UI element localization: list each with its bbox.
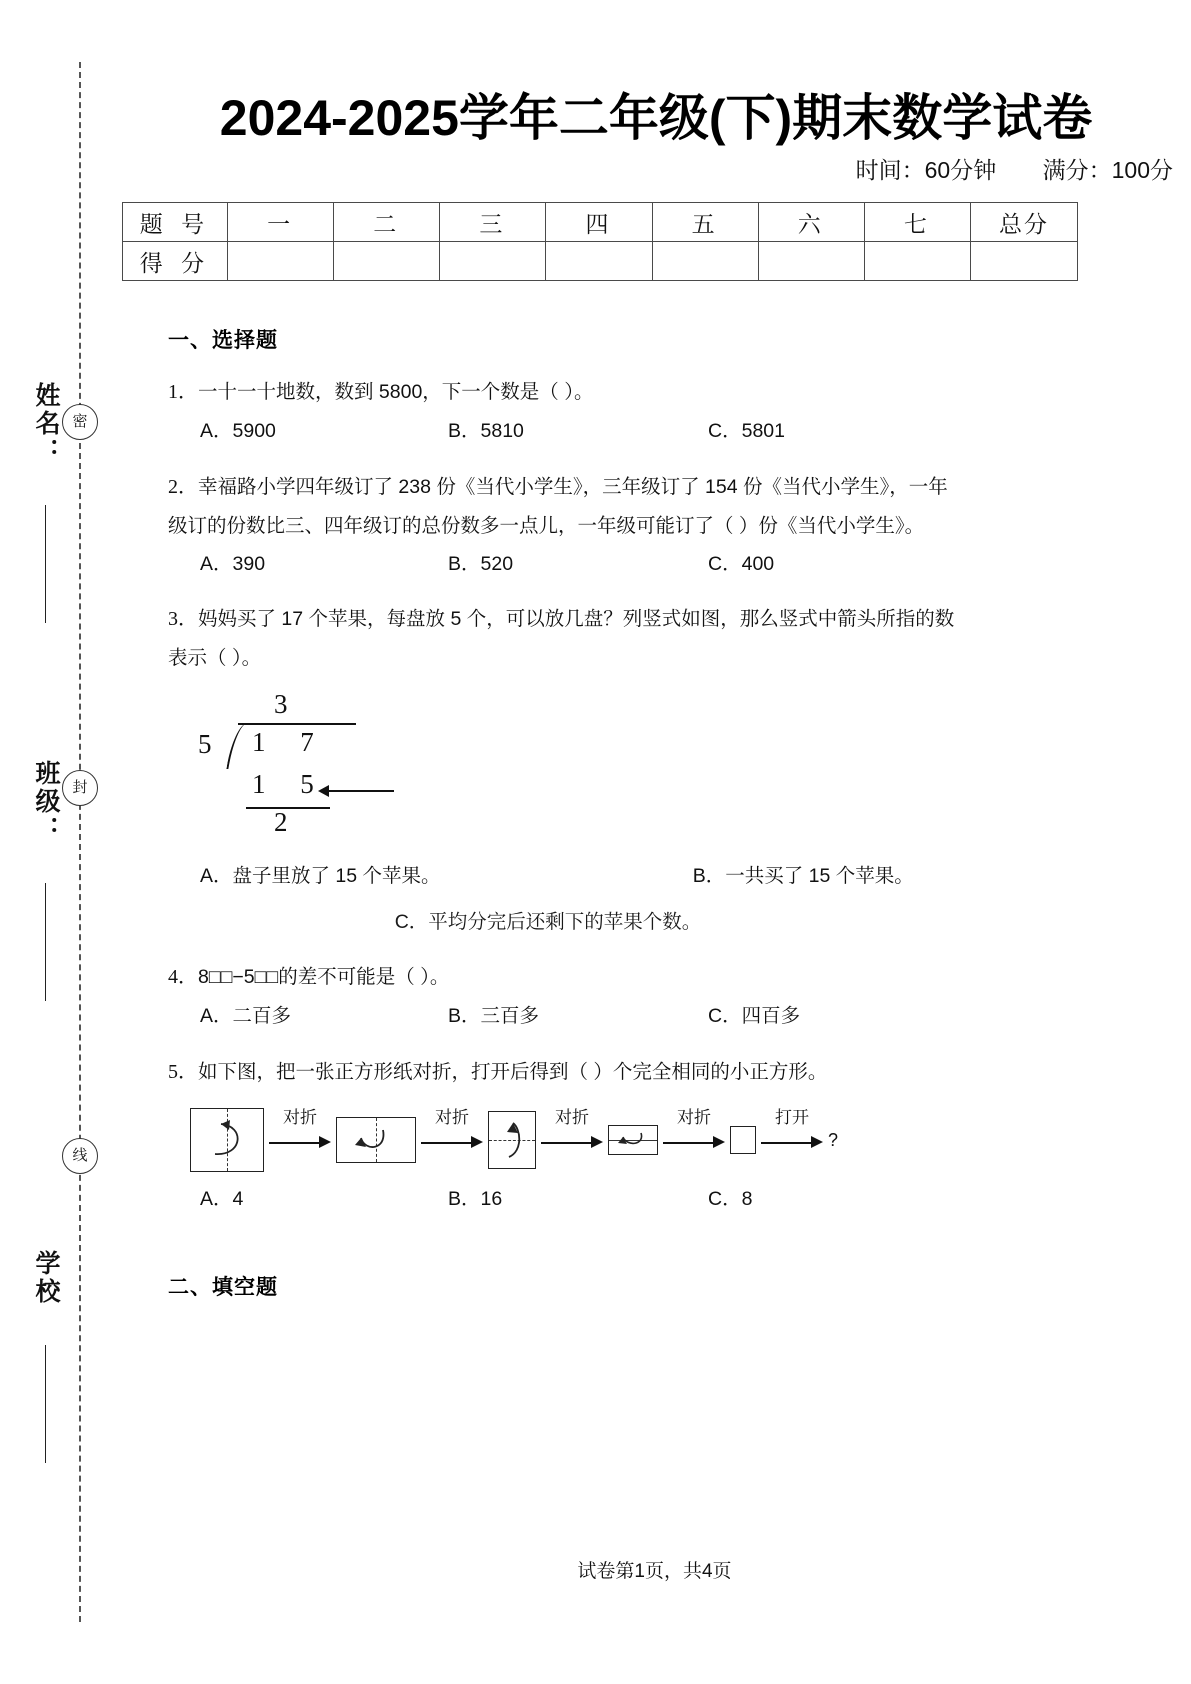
option-key: C． [708, 1005, 742, 1028]
question-2-number: 2． [168, 475, 198, 498]
student-school-writeline [45, 1345, 47, 1463]
student-name-writeline [45, 505, 47, 623]
fold-arrow-5-open [759, 1107, 825, 1155]
question-1-options [168, 422, 1008, 442]
option-key: C． [708, 552, 742, 575]
arrow-shaft [269, 1142, 321, 1144]
division-remainder: 2 [274, 807, 288, 838]
student-name-field[interactable] [8, 382, 64, 662]
question-5-option-b[interactable] [448, 1187, 708, 1210]
score-cell-5[interactable] [652, 242, 758, 281]
question-3-number: 3． [168, 608, 198, 631]
question-2-option-b[interactable] [448, 552, 708, 575]
division-quotient: 3 [274, 689, 298, 720]
question-2 [168, 468, 1008, 545]
fold-step-4-rect [608, 1125, 658, 1155]
option-key: C． [708, 420, 742, 442]
question-1-option-c[interactable] [708, 422, 785, 442]
question-4-options [168, 1007, 1008, 1027]
question-1-number: 1． [168, 381, 198, 403]
question-4 [168, 958, 1008, 997]
table-row-question-numbers [123, 203, 1078, 242]
option-text: 400 [741, 552, 775, 575]
score-col-5: 五 [652, 203, 758, 242]
question-4-option-b[interactable] [448, 1007, 708, 1027]
arrow-head [471, 1136, 483, 1148]
fold-step-5-small-square [730, 1126, 756, 1154]
score-table [122, 202, 1078, 281]
fold-arrow-4-label: 对折 [677, 1107, 711, 1127]
fold-arrow-2-label: 对折 [435, 1107, 469, 1127]
question-2-text-line2: 级订的份数比三、四年级订的总份数多一点儿，一年级可能订了（ ）份《当代小学生》。 [168, 514, 925, 537]
arrow-head [811, 1136, 823, 1148]
option-key: B． [448, 420, 481, 442]
arrow-head [319, 1136, 331, 1148]
fold-curl-arrow-icon [497, 1117, 529, 1163]
fold-arrow-2 [419, 1107, 485, 1155]
question-2-option-c[interactable] [708, 552, 775, 575]
score-col-3: 三 [440, 203, 546, 242]
option-key: B． [448, 552, 481, 575]
exam-content [168, 330, 1008, 1320]
question-4-number: 4． [168, 966, 198, 989]
score-cell-3[interactable] [440, 242, 546, 281]
score-col-6: 六 [758, 203, 864, 242]
score-col-1: 一 [228, 203, 334, 242]
score-col-7: 七 [864, 203, 970, 242]
option-text: 16 [480, 1187, 503, 1210]
exam-meta [816, 152, 1173, 185]
student-name-label: 姓名： [32, 382, 60, 466]
option-key: B． [448, 1005, 481, 1028]
question-1-option-b[interactable] [448, 422, 708, 442]
option-text: 8 [741, 1187, 753, 1210]
fold-arrow-5-label: 打开 [775, 1107, 809, 1127]
fold-arrow-3-label: 对折 [555, 1107, 589, 1127]
score-col-2: 二 [334, 203, 440, 242]
option-text: 二百多 [232, 1005, 292, 1028]
option-key: A． [200, 420, 233, 442]
score-cell-4[interactable] [546, 242, 652, 281]
option-key: C． [708, 1187, 742, 1210]
score-cell-7[interactable] [864, 242, 970, 281]
fold-curl-arrow-icon [205, 1116, 251, 1164]
question-1-text: 一十一十地数，数到 5800，下一个数是（ ）。 [198, 381, 594, 403]
left-arrow-icon [318, 785, 394, 797]
arrow-shaft [761, 1142, 813, 1144]
score-cell-total[interactable] [971, 242, 1078, 281]
question-3 [168, 600, 1008, 677]
student-class-field[interactable] [8, 760, 64, 1050]
question-2-text-line1: 幸福路小学四年级订了 238 份《当代小学生》，三年级订了 154 份《当代小学生》，一年 [198, 475, 948, 498]
score-col-total: 总分 [971, 203, 1078, 242]
student-class-writeline [45, 883, 47, 1001]
question-4-option-a[interactable] [168, 1007, 448, 1027]
option-text: 5810 [480, 420, 524, 442]
division-divisor: 5 [198, 729, 212, 760]
page-footer: 试卷第1页，共4页 [577, 1561, 732, 1582]
question-5-options [168, 1187, 1008, 1210]
question-5-number: 5． [168, 1060, 198, 1083]
score-cell-1[interactable] [228, 242, 334, 281]
division-vinculum-line [238, 723, 356, 725]
section-heading-choice: 一、选择题 [168, 329, 278, 352]
option-text: 三百多 [480, 1005, 540, 1028]
question-3-option-b[interactable] [693, 867, 1008, 887]
option-text: 390 [232, 552, 266, 575]
seal-char-xian: 线 [62, 1138, 98, 1174]
question-3-text-line2: 表示（ ）。 [168, 647, 262, 670]
arrow-shaft [541, 1142, 593, 1144]
option-key: A． [200, 1187, 233, 1210]
question-5-option-a[interactable] [168, 1187, 448, 1210]
table-row-scores [123, 242, 1078, 281]
division-subtraction-line [246, 807, 330, 809]
arrow-head [713, 1136, 725, 1148]
seal-char-feng: 封 [62, 770, 98, 806]
row-head-question-number: 题 号 [123, 203, 228, 242]
question-3-options [168, 867, 1008, 887]
question-4-option-c[interactable] [708, 1007, 800, 1027]
exam-time: 时间：60分钟 [855, 157, 997, 183]
sealing-margin [0, 0, 118, 1684]
question-2-option-a[interactable] [168, 552, 448, 575]
section-heading-fill-in-blank: 二、填空题 [168, 1276, 278, 1300]
fold-step-1-square [190, 1108, 264, 1172]
seal-char-mi: 密 [62, 404, 98, 440]
long-division-figure [190, 691, 450, 841]
student-school-field[interactable] [8, 1250, 64, 1540]
question-5 [168, 1053, 1008, 1092]
option-key: C． [394, 910, 429, 933]
exam-page [118, 0, 1191, 1684]
question-2-options [168, 552, 1008, 575]
fold-result-question-mark: ? [828, 1129, 839, 1150]
fold-step-3-rect [488, 1111, 536, 1169]
option-key: A． [200, 865, 233, 888]
option-text: 一共买了 15 个苹果。 [725, 865, 914, 888]
fold-curl-arrow-icon [351, 1124, 395, 1158]
paper-folding-figure [190, 1108, 1008, 1172]
fold-arrow-3 [539, 1107, 605, 1155]
option-text: 四百多 [741, 1005, 801, 1028]
question-3-text-line1: 妈妈买了 17 个苹果，每盘放 5 个，可以放几盘？列竖式如图，那么竖式中箭头所指的数 [198, 608, 955, 631]
question-1 [168, 373, 1008, 412]
arrow-shaft [421, 1142, 473, 1144]
option-text: 4 [232, 1187, 244, 1210]
fold-step-2-rect [336, 1117, 416, 1163]
score-col-4: 四 [546, 203, 652, 242]
arrow-shaft [663, 1142, 715, 1144]
question-1-option-a[interactable] [168, 422, 448, 442]
fold-arrow-1 [267, 1107, 333, 1155]
option-key: A． [200, 552, 233, 575]
score-cell-6[interactable] [758, 242, 864, 281]
question-3-option-a[interactable] [168, 867, 693, 887]
row-head-score: 得 分 [123, 242, 228, 281]
arrow-head [591, 1136, 603, 1148]
option-key: A． [200, 1005, 233, 1028]
fold-curl-arrow-icon [615, 1129, 651, 1151]
option-text: 平均分完后还剩下的苹果个数。 [428, 910, 702, 933]
question-5-option-c[interactable] [708, 1187, 753, 1210]
option-text: 5900 [232, 420, 276, 442]
student-class-label: 班级： [32, 760, 60, 844]
question-5-text: 如下图，把一张正方形纸对折，打开后得到（ ）个完全相同的小正方形。 [198, 1060, 828, 1083]
fold-arrow-1-label: 对折 [283, 1107, 317, 1127]
exam-total-score: 满分：100分 [1042, 157, 1173, 183]
question-3-option-c[interactable] [168, 910, 1008, 933]
student-school-label: 学校 [32, 1250, 60, 1306]
option-text: 5801 [741, 420, 785, 442]
fold-arrow-4 [661, 1107, 727, 1155]
option-text: 520 [480, 552, 514, 575]
option-text: 盘子里放了 15 个苹果。 [232, 865, 441, 888]
question-4-text: 8□□−5□□的差不可能是（ ）。 [198, 966, 450, 989]
division-bracket-icon [226, 723, 253, 769]
division-dividend: 1 7 [252, 727, 328, 758]
page-title: 2024-2025学年二年级(下)期末数学试卷 [219, 90, 1093, 146]
score-cell-2[interactable] [334, 242, 440, 281]
option-key: B． [448, 1187, 481, 1210]
seal-dashed-line [79, 62, 81, 1622]
arrow-shaft [324, 790, 394, 792]
option-key: B． [692, 865, 726, 888]
division-subtrahend: 1 5 [252, 769, 328, 800]
